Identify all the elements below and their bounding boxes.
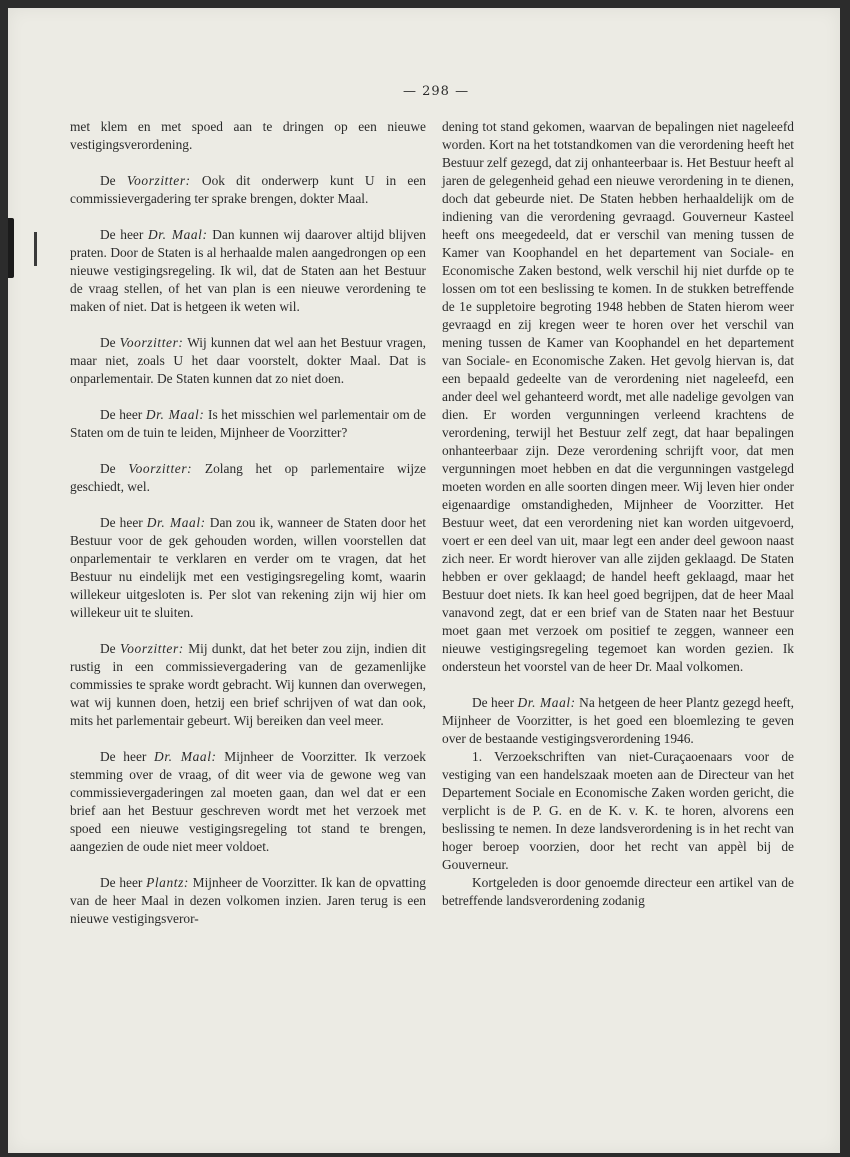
paragraph: dening tot stand gekomen, waarvan de bepalingen niet nageleefd worden. Kort na het totstandkomen van die verordening heeft het Bestuur zelf gezegd, dat zij onhanteerbaar is. Het Bestuur heeft al jaren de gelegenheid gehad een nieuwe verordening in te dienen, doch dat gebeurde niet. De Staten hebben herhaaldelijk om de indiening van die verordening gevraagd. Gouverneur Kasteel heeft ons meegedeeld, dat er verschil van mening tussen de Kamer van Koophandel en het departement van Sociale- en Economische Zaken bestond, welk verschil hij niet durfde op te lossen om tot een beslissing te komen. In de stukken betreffende de 1e suppletoire begroting 1948 hebben de Staten hierom weer gevraagd en zij kregen weer te horen over het verschil van mening tussen de Kamer van Koophandel en het departement van Sociale- en Economische Zaken. Het gevolg hiervan is, dat een bepaald gedeelte van de verordening niet nageleefd, een ander deel wel gehanteerd wordt, met alle nadelige gevolgen van dien. Er worden vergunningen verleend krachtens de verordening, terwijl het Bestuur zelf zegt, dat haar bepalingen onhanteerbaar zijn. Deze verordening schrijft voor, dat men vergunningen moet hebben en dat die vergunningen vastgelegd moeten worden en alle soorten dingen meer. Wij leven hier onder eigenaardige omstandigheden, Mijnheer de Voorzitter. Het Bestuur weet, dat een verordening niet kan worden uitgevoerd, voert er een deel van uit, maar legt een ander deel gewoon naast zich neer. Er wordt hierover van alle zijden geklaagd. De Staten hebben er over geklaagd; de handel heeft geklaagd, maar het Bestuur doet niets. Ik kan heel goed begrijpen, dat de heer Maal vanavond zegt, dat er een brief van de Staten naar het Bestuur moet gaan met verzoek om positief te zeggen, wanneer een nieuwe vestigingsregeling tegemoet kan worden gezien. Ik ondersteun het voorstel van de heer Dr. Maal volkomen. [442,119,794,674]
speaker-name: Dr. Maal: [517,695,576,710]
speaker-name: Dr. Maal: [145,407,205,422]
speaker-name: Plantz: [146,875,189,890]
speaker-name: Voorzitter: [119,641,184,656]
page-number: — 298 — [403,84,470,99]
speaker-name: Voorzitter: [126,173,191,188]
paragraph: De Voorzitter: Mij dunkt, dat het beter zou zijn, indien dit rustig in een commissievergadering van de gezamenlijke commissies te sprake wordt gebracht. Wij kunnen dan overwegen, wat wij kunnen doen, hetzij een brief schrijven of wat dan ook, mits het parlementair gebeurt. Wij bereiken dan veel meer. [70,641,426,728]
paragraph: De heer Dr. Maal: Na hetgeen de heer Plantz gezegd heeft, Mijnheer de Voorzitter, is het goed een bloemlezing te geven over de bestaande vestigingsverordening 1946. [442,695,795,746]
speaker-name: Voorzitter: [128,461,193,476]
speaker-name: Dr. Maal: [148,227,208,242]
paragraph: De heer Dr. Maal: Is het misschien wel parlementair om de Staten om de tuin te leiden, Mijnheer de Voorzitter? [70,407,426,440]
paragraph: De Voorzitter: Zolang het op parlementaire wijze geschiedt, wel. [70,461,426,494]
paragraph: De Voorzitter: Wij kunnen dat wel aan het Bestuur vragen, maar niet, zoals U het daar voorstelt, dokter Maal. Dat is onparlementair. De Staten kunnen dat zo niet doen. [70,335,427,386]
speaker-name: Voorzitter: [119,335,184,350]
paragraph: De heer Plantz: Mijnheer de Voorzitter. Ik kan de opvatting van de heer Maal in dezen volkomen inzien. Jaren terug is een nieuwe vestigingsveror- [70,875,427,926]
paragraph: De heer Dr. Maal: Dan zou ik, wanneer de Staten door het Bestuur voor de gek gehouden worden, willen voorstellen dat onparlementair te verklaren en verder om te vragen, dat het Bestuur nu eindelijk met een vestigingsregeling komt, waarin willekeur uitgesloten is. Per slot van rekening zijn wij hier om willekeur uit te sluiten. [70,515,426,620]
paragraph: De Voorzitter: Ook dit onderwerp kunt U in een commissievergadering ter sprake brengen, dokter Maal. [70,173,426,206]
paragraph: De heer Dr. Maal: Mijnheer de Voorzitter. Ik verzoek stemming over de vraag, of dit weer via de gewone weg van commissievergaderingen zal moeten gaan, dan wel dat er een brief aan het Bestuur geschreven wordt met het verzoek met spoed een nieuwe vestigingsregeling tot stand te brengen, aangezien de oude niet meer voldoet. [70,749,426,854]
speaker-name: Dr. Maal: [146,515,206,530]
paragraph: De heer Dr. Maal: Dan kunnen wij daarover altijd blijven praten. Door de Staten is al herhaalde malen aangedrongen op een nieuwe vestigingsregeling. Ik wil, dat de Staten aan het Bestuur de vraag stellen, of het van plan is een nieuwe verordening te maken of niet. Dat is hetgeen ik weten wil. [70,227,426,314]
paragraph: met klem en met spoed aan te dringen op een nieuwe vestigingsverordening. [70,119,426,152]
margin-mark [8,218,14,278]
margin-mark-secondary [34,232,37,266]
right-column [442,118,794,910]
paragraph: 1. Verzoekschriften van niet-Curaçaoenaars voor de vestiging van een handelszaak moeten aan de Directeur van het Departement Sociale en Economische Zaken worden gericht, die verplicht is de P. G. en de K. v. K. te horen, alvorens een beslissing te nemen. In deze landsverordening is in het recht van hoger beroep voorzien, door het recht van appèl bij de Gouverneur. [442,749,794,872]
paragraph: Kortgeleden is door genoemde directeur een artikel van de betreffende landsverordening zodanig [442,875,794,908]
speaker-name: Dr. Maal: [154,749,217,764]
document-page [8,8,840,1153]
left-column [70,118,426,928]
